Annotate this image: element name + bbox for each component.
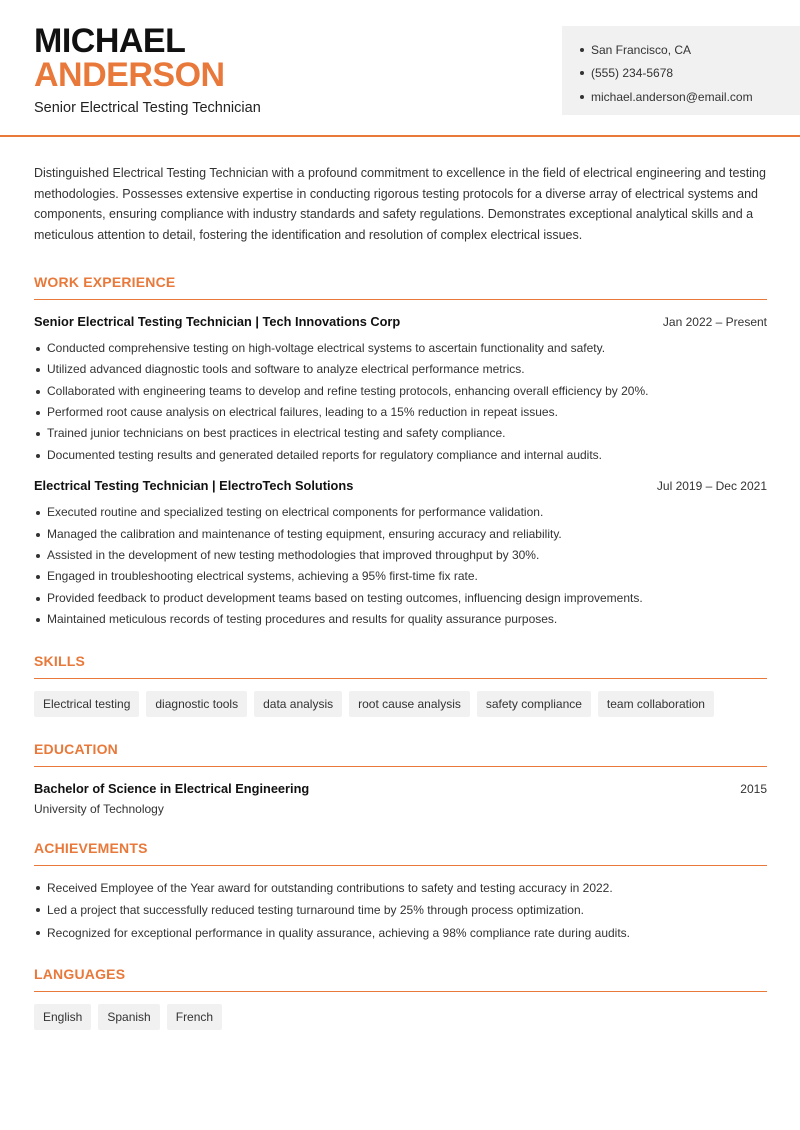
- list-item: Conducted comprehensive testing on high-voltage electrical systems to ascertain functionality and safety.: [34, 338, 767, 359]
- job-bullets: [34, 338, 767, 466]
- section-divider: [34, 299, 767, 300]
- skill-tag: Electrical testing: [34, 691, 139, 717]
- bullet-icon: [580, 71, 584, 75]
- section-divider: [34, 678, 767, 679]
- job-date: Jul 2019 – Dec 2021: [656, 479, 767, 494]
- list-item: Provided feedback to product development teams based on testing outcomes, influencing design improvements.: [34, 588, 767, 609]
- education-year: 2015: [740, 781, 767, 796]
- list-item: Performed root cause analysis on electrical failures, leading to a 15% reduction in repeat issues.: [34, 402, 767, 423]
- skill-tag: root cause analysis: [349, 691, 470, 717]
- language-tag: Spanish: [98, 1004, 159, 1030]
- skills-section: [34, 653, 767, 717]
- language-tag: French: [167, 1004, 222, 1030]
- section-divider: [34, 865, 767, 866]
- education-section-title: EDUCATION: [34, 740, 118, 757]
- skill-tag: team collaboration: [598, 691, 714, 717]
- list-item: Assisted in the development of new testing methodologies that improved throughput by 30%.: [34, 545, 767, 566]
- job-entry: [34, 478, 767, 630]
- job-role: Senior Electrical Testing Technician | Tech Innovations Corp: [34, 313, 401, 329]
- job-title: Senior Electrical Testing Technician: [34, 100, 261, 116]
- list-item: Collaborated with engineering teams to develop and refine testing protocols, enhancing overall efficiency by 20%.: [34, 381, 767, 402]
- list-item: Maintained meticulous records of testing procedures and results for quality assurance purposes.: [34, 609, 767, 630]
- language-tag: English: [34, 1004, 91, 1030]
- skills-tags: [34, 691, 767, 717]
- work-section: [34, 274, 767, 631]
- first-name: MICHAEL: [34, 22, 186, 60]
- section-divider: [34, 991, 767, 992]
- education-section: [34, 741, 767, 816]
- list-item: Utilized advanced diagnostic tools and software to analyze electrical performance metrics.: [34, 359, 767, 380]
- list-item: Executed routine and specialized testing on electrical components for performance validation.: [34, 502, 767, 523]
- job-entry: [34, 314, 767, 466]
- skill-tag: data analysis: [254, 691, 342, 717]
- list-item: Trained junior technicians on best practices in electrical testing and safety compliance.: [34, 423, 767, 444]
- language-tags: [34, 1004, 767, 1030]
- list-item: Recognized for exceptional performance in quality assurance, achieving a 98% compliance rate during audits.: [34, 922, 767, 945]
- contact-location: [580, 38, 800, 62]
- resume-body: [34, 163, 767, 1030]
- skill-tag: diagnostic tools: [146, 691, 247, 717]
- section-divider: [34, 766, 767, 767]
- job-role: Electrical Testing Technician | ElectroTech Solutions: [34, 478, 354, 494]
- job-date: Jan 2022 – Present: [662, 314, 767, 329]
- resume-header: [0, 0, 800, 137]
- list-item: Documented testing results and generated detailed reports for regulatory compliance and internal audits.: [34, 445, 767, 466]
- achievement-bullets: [34, 877, 767, 945]
- languages-section-title: LANGUAGES: [34, 966, 126, 983]
- job-bullets: [34, 502, 767, 630]
- education-school: University of Technology: [34, 801, 164, 816]
- bullet-icon: [580, 95, 584, 99]
- job-header: [34, 478, 767, 493]
- work-section-title: WORK EXPERIENCE: [34, 273, 176, 290]
- languages-section: [34, 966, 767, 1030]
- education-header: [34, 781, 767, 796]
- list-item: Engaged in troubleshooting electrical systems, achieving a 95% first-time fix rate.: [34, 566, 767, 587]
- education-degree: Bachelor of Science in Electrical Engineering: [34, 780, 310, 796]
- bullet-icon: [580, 48, 584, 52]
- last-name: ANDERSON: [34, 56, 225, 94]
- contact-location-text: San Francisco, CA: [591, 42, 692, 57]
- contact-email-text: michael.anderson@email.com: [591, 89, 753, 104]
- achievements-section-title: ACHIEVEMENTS: [34, 839, 148, 856]
- contact-phone: [580, 62, 800, 86]
- contact-phone-text: (555) 234-5678: [591, 66, 674, 81]
- contact-box: [562, 26, 800, 115]
- contact-email: [580, 85, 800, 109]
- skill-tag: safety compliance: [477, 691, 591, 717]
- list-item: Received Employee of the Year award for outstanding contributions to safety and testing accuracy in 2022.: [34, 877, 767, 900]
- summary: Distinguished Electrical Testing Technician with a profound commitment to excellence in the field of electrical engineering and testing methodologies. Possesses extensive expertise in conducting rigorous testing protocols for a diverse array of electrical systems and components, ensuring compliance with industry standards and safety regulations. Demonstrates exceptional analytical skills and a meticulous attention to detail, fostering the identification and resolution of complex electrical issues.: [34, 166, 766, 243]
- list-item: Led a project that successfully reduced testing turnaround time by 25% through process optimization.: [34, 899, 767, 922]
- achievements-section: [34, 840, 767, 945]
- list-item: Managed the calibration and maintenance of testing equipment, ensuring accuracy and reliability.: [34, 524, 767, 545]
- skills-section-title: SKILLS: [34, 652, 85, 669]
- job-header: [34, 314, 767, 329]
